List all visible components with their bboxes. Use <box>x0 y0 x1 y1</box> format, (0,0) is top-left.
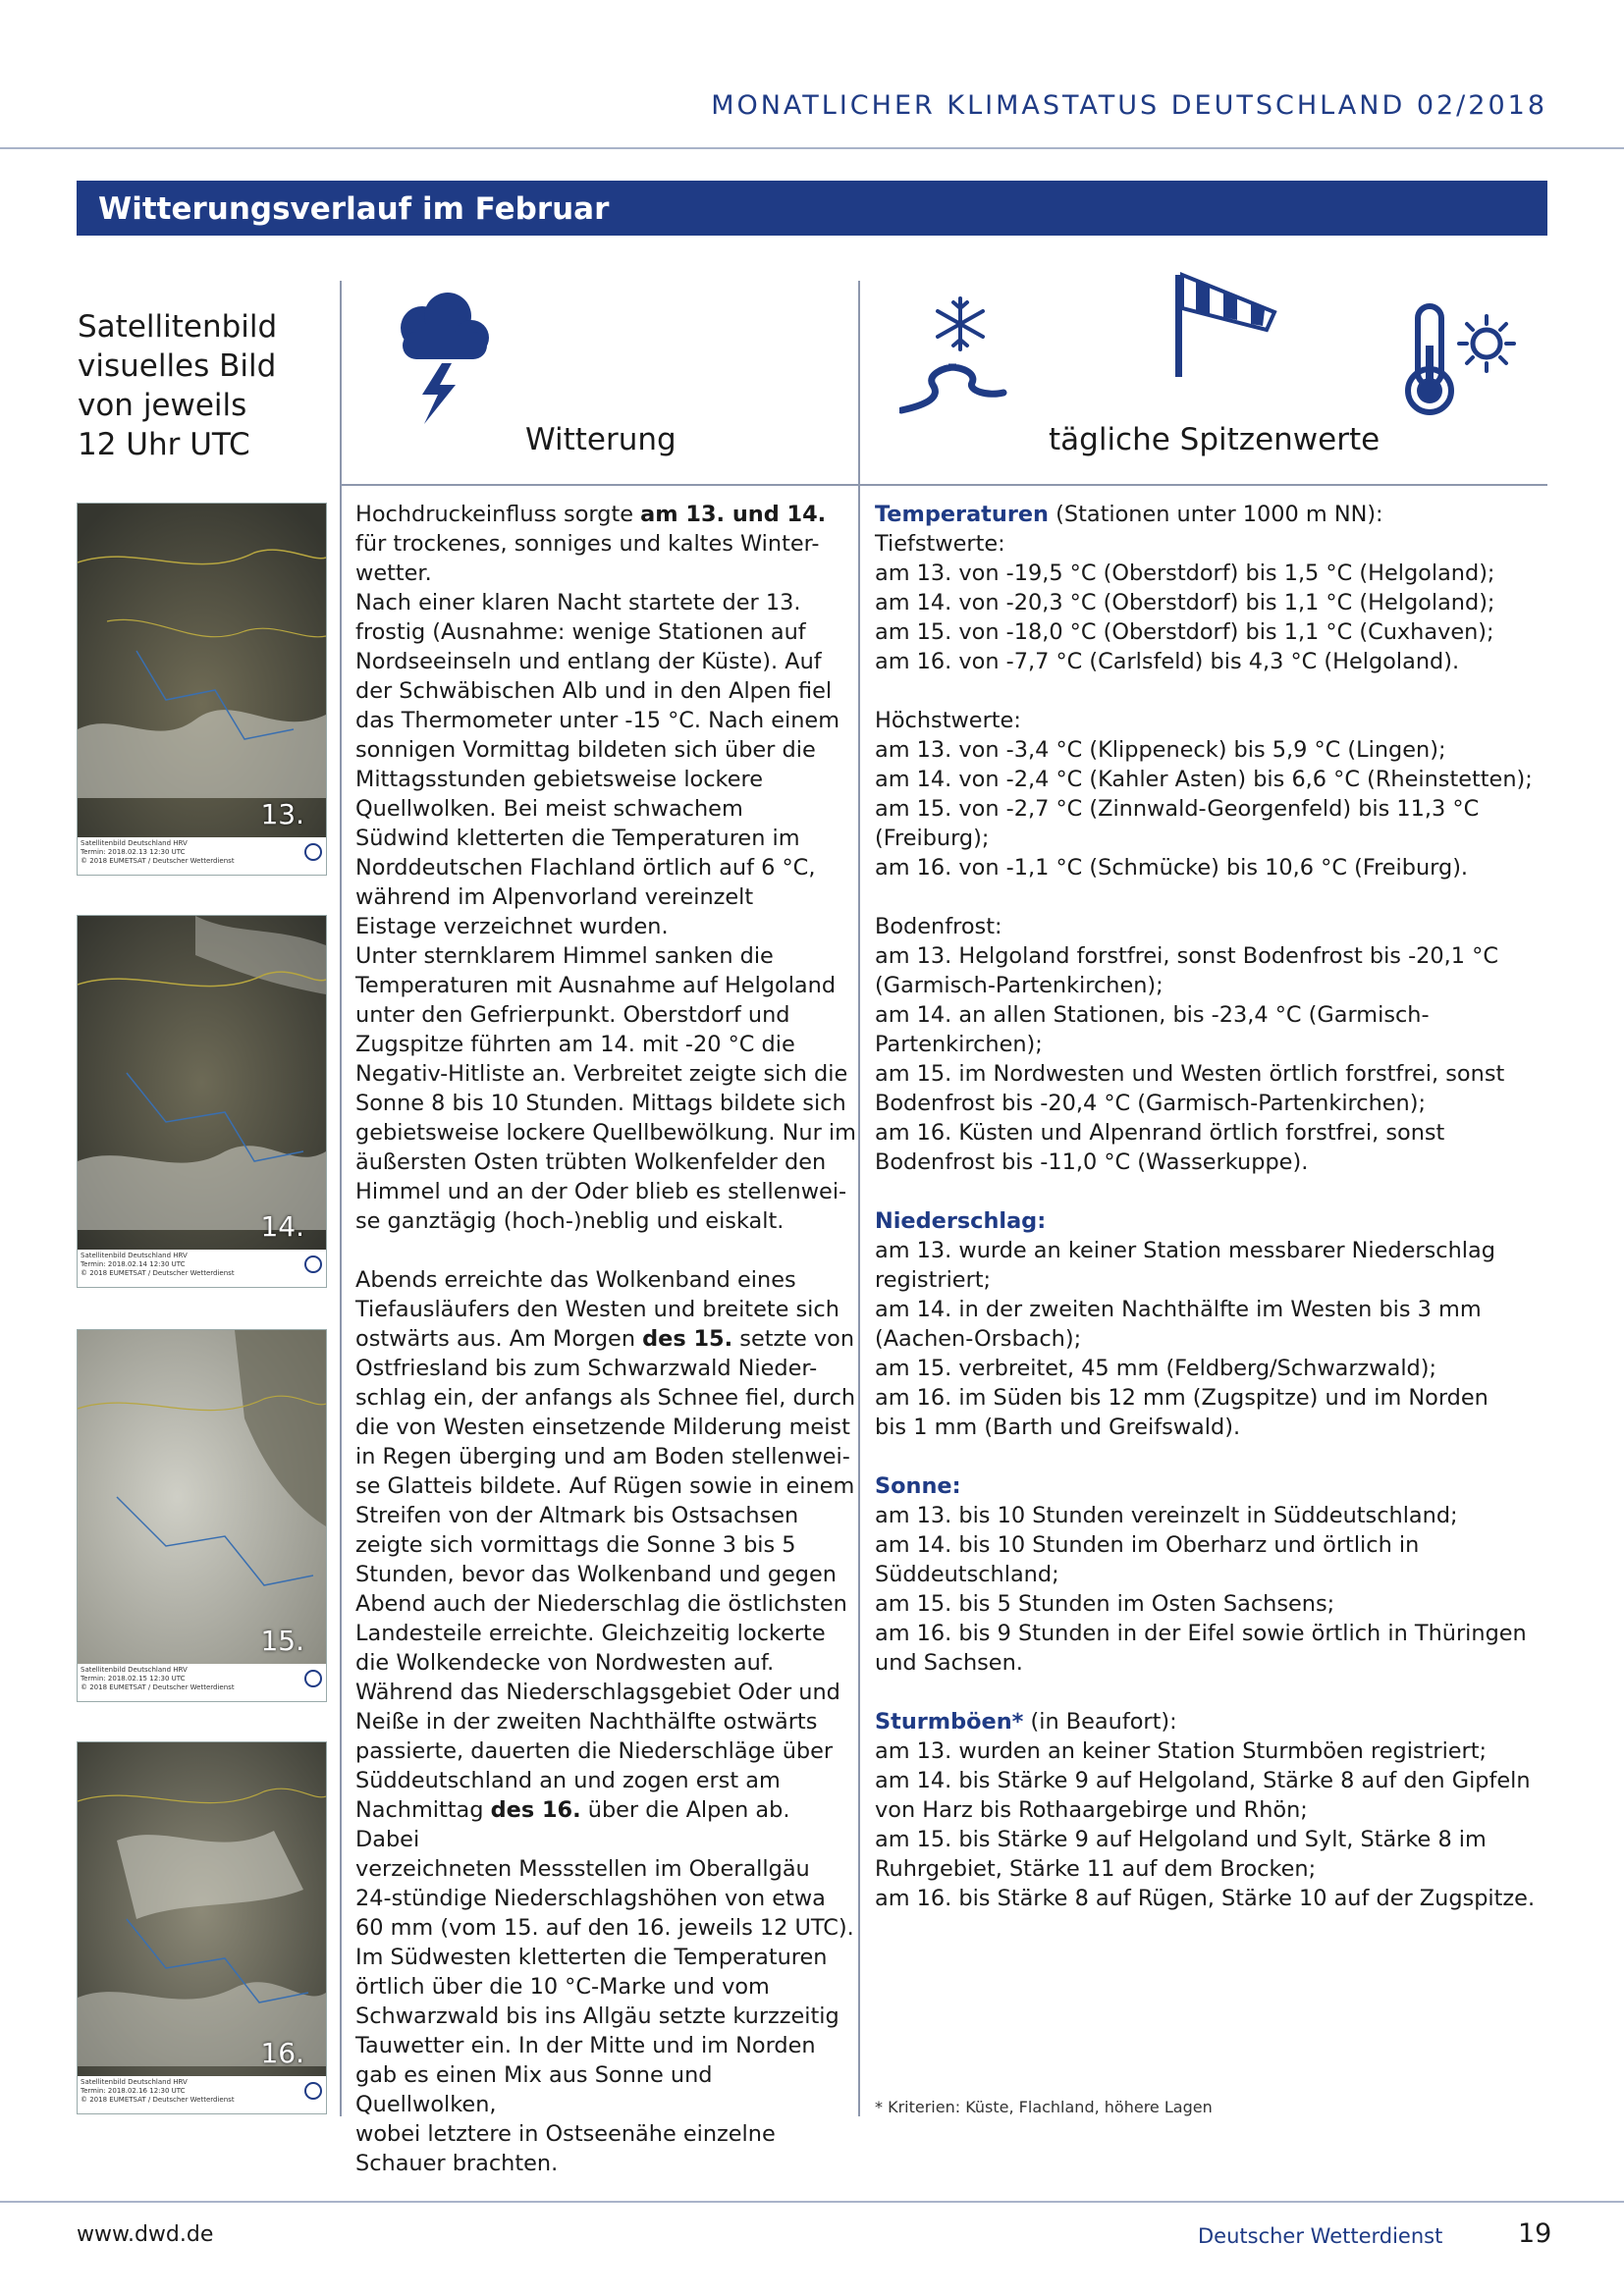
windsock-icon <box>1172 269 1282 379</box>
weather-paragraph-2 <box>355 1265 856 2178</box>
gusts-block <box>875 1707 1543 1913</box>
footer-rule <box>0 2201 1624 2203</box>
satellite-caption-title: Satellitenbild Deutschland HRV <box>81 1666 188 1674</box>
sunshine-block <box>875 1471 1543 1678</box>
satellite-header-line: von jeweils <box>78 388 247 423</box>
section-title: Witterungsverlauf im Februar <box>98 191 610 227</box>
satellite-photo <box>78 1742 326 2076</box>
dwd-logo-icon <box>304 1670 322 1687</box>
satellite-caption-copyright: © 2018 EUMETSAT / Deutscher Wetterdienst <box>81 857 235 865</box>
cloud-lightning-icon <box>391 289 493 426</box>
dwd-logo-icon <box>304 1255 322 1273</box>
text-run: Hochdruckeinfluss sorgte <box>355 502 641 527</box>
report-title: MONATLICHER KLIMASTATUS DEUTSCHLAND 02/2018 <box>711 90 1547 121</box>
satellite-day-label: 14. <box>260 1210 304 1243</box>
page-number: 19 <box>1518 2218 1552 2249</box>
weather-narrative <box>355 500 856 2178</box>
text-run: über die Alpen ab. Dabei verzeichneten Messstellen im Oberallgäu 24-stündige Niederschlagshöhen von etwa 60 mm (vom 15. auf den 16. jeweils 12 UTC). Im Südwesten kletterten die Temperaturen örtlich über die 10 °C-Marke und vom Schwarzwald bis ins Allgäu setzte kurzzeitig Tauwetter ein. In der Mitte und im Norden gab es einen Mix aus Sonne und Quellwolken, wobei letztere in Ostseenähe einzelne Schauer brachten. <box>355 1797 854 2176</box>
column-divider-right <box>858 281 860 2116</box>
satellite-photo <box>78 916 326 1250</box>
satellite-caption-time: Termin: 2018.02.16 12:30 UTC <box>81 2087 186 2095</box>
satellite-caption-copyright: © 2018 EUMETSAT / Deutscher Wetterdienst <box>81 2096 235 2104</box>
website-link[interactable]: www.dwd.de <box>77 2222 214 2247</box>
satellite-caption-time: Termin: 2018.02.14 12:30 UTC <box>81 1260 186 1268</box>
satellite-day-label: 13. <box>260 798 304 830</box>
snow-slippery-road-icon <box>899 294 1007 416</box>
column-divider-left <box>340 281 342 2116</box>
satellite-caption-time: Termin: 2018.02.13 12:30 UTC <box>81 848 186 856</box>
satellite-header-line: Satellitenbild <box>78 309 278 345</box>
text-run: für trockenes, sonniges und kaltes Winter- wetter. Nach einer klaren Nacht startete der 13. frostig (Ausnahme: wenige Stationen auf Nordseeinseln und entlang der Küste). Auf der Schwäbischen Alb und in den Alpen fiel das Thermometer unter -15 °C. Nach einem sonnigen Vormittag bildeten sich über die Mittagsstunden gebietsweise lockere Quellwolken. Bei meist schwachem Südwind kletterten die Temperaturen im Norddeutschen Flachland örtlich auf 6 °C, während im Alpenvorland vereinzelt Eistage verzeichnet wurden. Unter sternklarem Himmel sanken die Temperaturen mit Ausnahme auf Helgoland unter den Gefrierpunkt. Oberstdorf und Zugspitze führten am 14. mit -20 °C die Negativ-Hitliste an. Verbreitet zeigte sich die Sonne 8 bis 10 Stunden. Mittags bildete sich gebietsweise lockere Quellbewölkung. Nur im äußersten Osten trübten Wolkenfelder den Himmel und an der Oder blieb es stellenwei- se ganztägig (hoch-)neblig und eiskalt. <box>355 531 856 1234</box>
satellite-header-line: visuelles Bild <box>78 348 277 384</box>
text-run-bold: des 15. <box>642 1326 733 1352</box>
column-header-rule <box>340 484 1547 486</box>
satellite-photo <box>78 504 326 837</box>
satellite-column-header <box>78 307 277 464</box>
daily-peaks <box>875 500 1543 1913</box>
temperature-block <box>875 500 1543 1177</box>
satellite-caption-copyright: © 2018 EUMETSAT / Deutscher Wetterdienst <box>81 1683 235 1691</box>
dwd-logo-icon <box>304 843 322 861</box>
text-run: setzte von Ostfriesland bis zum Schwarzwald Nieder- schlag ein, der anfangs als Schnee fiel, durch die von Westen einsetzende Milderung meist in Regen überging und am Boden stellenwei- se Glatteis bildete. Auf Rügen sowie in einem Streifen von der Altmark bis Ostsachsen zeigte sich vormittags die Sonne 3 bis 5 Stunden, bevor das Wolkenband und gegen Abend auch der Niederschlag die östlichsten Landesteile erreichte. Gleichzeitig lockerte die Wolkendecke von Nordwesten auf. Während das Niederschlagsgebiet Oder und Neiße in der zweiten Nachthälfte ostwärts passierte, dauerten die Niederschläge über Süddeutschland an und zogen erst am Nachmittag <box>355 1326 856 1823</box>
satellite-day-label: 16. <box>260 2037 304 2069</box>
text-run-bold: am 13. und 14. <box>640 502 827 527</box>
weather-column-header: Witterung <box>525 422 677 457</box>
weather-paragraph-1 <box>355 500 856 1236</box>
temperature-body: Tiefstwerte: am 13. von -19,5 °C (Oberstdorf) bis 1,5 °C (Helgoland); am 14. von -20,3 °C (Oberstdorf) bis 1,1 °C (Helgoland); am 15. von -18,0 °C (Oberstdorf) bis 1,1 °C (Cuxhaven); am 16. von -7,7 °C (Carlsfeld) bis 4,3 °C (Helgoland). Höchstwerte: am 13. von -3,4 °C (Klippeneck) bis 5,9 °C (Lingen); am 14. von -2,4 °C (Kahler Asten) bis 6,6 °C (Rheinstetten); am 15. von -2,7 °C (Zinnwald-Georgenfeld) bis 11,3 °C (Freiburg); am 16. von -1,1 °C (Schmücke) bis 10,6 °C (Freiburg). Bodenfrost: am 13. Helgoland forstfrei, sonst Bodenfrost bis -20,1 °C (Garmisch-Partenkirchen); am 14. an allen Stationen, bis -23,4 °C (Garmisch- Partenkirchen); am 15. im Nordwesten und Westen örtlich forstfrei, sonst Bodenfrost bis -20,4 °C (Garmisch-Partenkirchen); am 16. Küsten und Alpenrand örtlich forstfrei, sonst Bodenfrost bis -11,0 °C (Wasserkuppe). <box>875 531 1533 1175</box>
satellite-caption <box>78 837 326 875</box>
satellite-image-15 <box>77 1329 327 1702</box>
footnote: * Kriterien: Küste, Flachland, höhere Lagen <box>875 2098 1213 2116</box>
temperature-note: (Stationen unter 1000 m NN): <box>1049 502 1383 527</box>
satellite-image-14 <box>77 915 327 1288</box>
satellite-caption-time: Termin: 2018.02.15 12:30 UTC <box>81 1675 186 1682</box>
satellite-caption-title: Satellitenbild Deutschland HRV <box>81 1252 188 1259</box>
satellite-caption-title: Satellitenbild Deutschland HRV <box>81 2078 188 2086</box>
dwd-logo-icon <box>304 2082 322 2100</box>
satellite-image-13 <box>77 503 327 876</box>
temperature-heading: Temperaturen <box>875 502 1049 527</box>
satellite-caption <box>78 1250 326 1287</box>
header-rule <box>0 147 1624 149</box>
sunshine-heading: Sonne: <box>875 1473 961 1499</box>
satellite-caption <box>78 2076 326 2113</box>
publisher-name: Deutscher Wetterdienst <box>1198 2224 1443 2248</box>
satellite-day-label: 15. <box>260 1625 304 1657</box>
text-run: Abends erreichte das Wolkenband eines Tiefausläufers den Westen und breitete sich ostwärts aus. Am Morgen <box>355 1267 839 1352</box>
gusts-body: am 13. wurden an keiner Station Sturmböen registriert; am 14. bis Stärke 9 auf Helgoland, Stärke 8 auf den Gipfeln von Harz bis Rothaargebirge und Rhön; am 15. bis Stärke 9 auf Helgoland und Sylt, Stärke 8 im Ruhrgebiet, Stärke 11 auf dem Brocken; am 16. bis Stärke 8 auf Rügen, Stärke 10 auf der Zugspitze. <box>875 1738 1536 1911</box>
peaks-column-header: tägliche Spitzenwerte <box>1049 422 1380 457</box>
satellite-caption-copyright: © 2018 EUMETSAT / Deutscher Wetterdienst <box>81 1269 235 1277</box>
satellite-image-16 <box>77 1741 327 2114</box>
satellite-caption-title: Satellitenbild Deutschland HRV <box>81 839 188 847</box>
satellite-header-line: 12 Uhr UTC <box>78 427 250 462</box>
precipitation-heading: Niederschlag: <box>875 1208 1047 1234</box>
sunshine-body: am 13. bis 10 Stunden vereinzelt in Süddeutschland; am 14. bis 10 Stunden im Oberharz und örtlich in Süddeutschland; am 15. bis 5 Stunden im Osten Sachsens; am 16. bis 9 Stunden in der Eifel sowie örtlich in Thüringen und Sachsen. <box>875 1503 1527 1676</box>
gusts-note: (in Beaufort): <box>1023 1709 1177 1735</box>
precipitation-body: am 13. wurde an keiner Station messbarer Niederschlag registriert; am 14. in der zweiten Nachthälfte im Westen bis 3 mm (Aachen-Orsbach); am 15. verbreitet, 45 mm (Feldberg/Schwarzwald); am 16. im Süden bis 12 mm (Zugspitze) und im Norden bis 1 mm (Barth und Greifswald). <box>875 1238 1495 1440</box>
text-run-bold: des 16. <box>490 1797 581 1823</box>
precipitation-block <box>875 1206 1543 1442</box>
gusts-heading: Sturmböen* <box>875 1709 1024 1735</box>
thermometer-sun-icon <box>1396 302 1524 418</box>
satellite-caption <box>78 1664 326 1701</box>
satellite-photo <box>78 1330 326 1664</box>
